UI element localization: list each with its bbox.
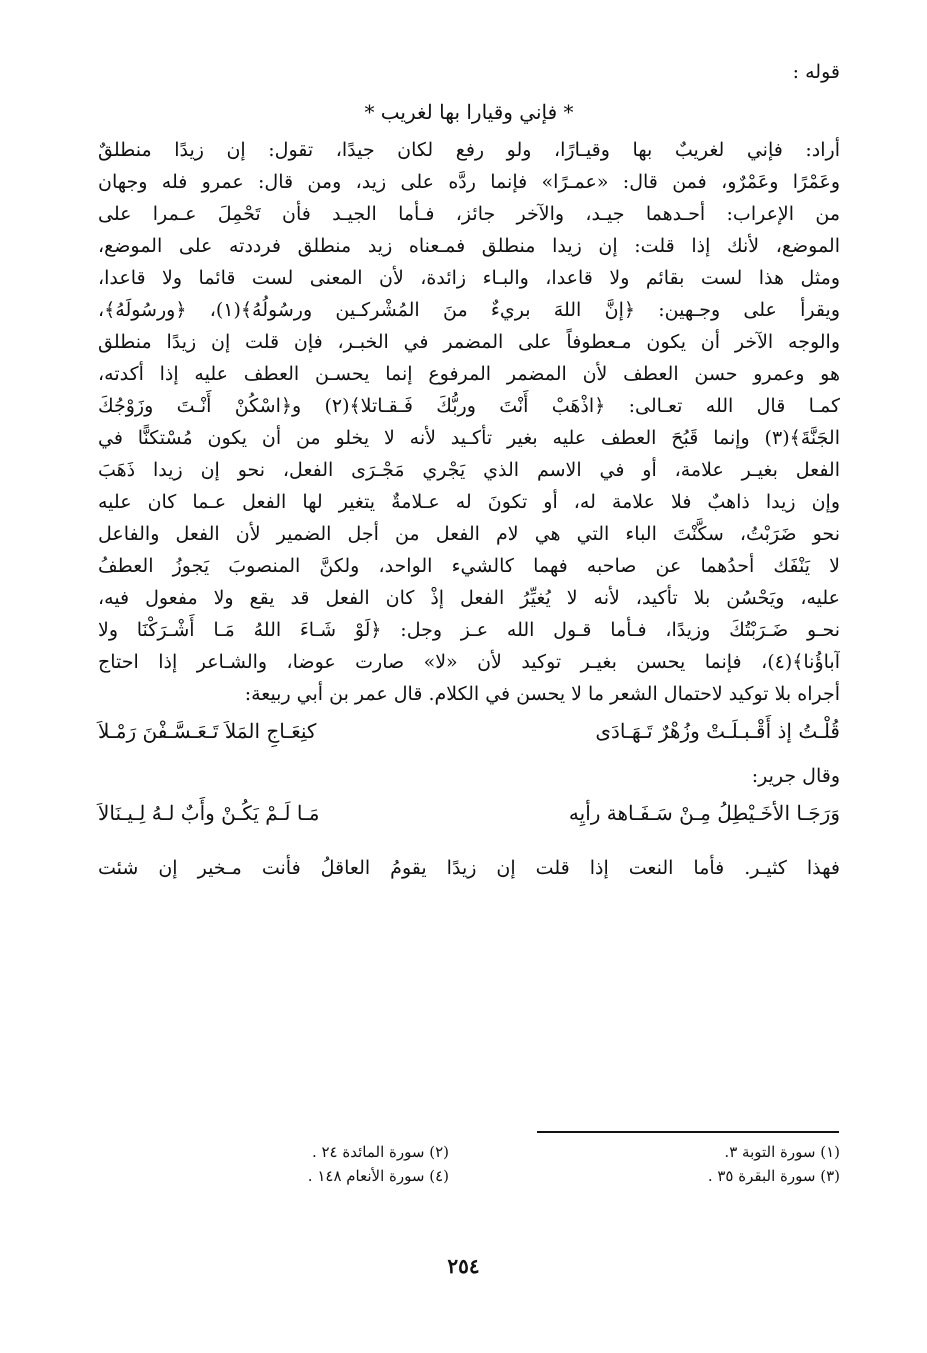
poem-first-hemistich: قُلْـتُ إذ أَقْـبـلَـتْ وزُهْرٌ تَـهَـادَى <box>595 719 840 743</box>
intro-label: قوله : <box>792 61 840 83</box>
text-line: آباؤُنا﴾(٤)، فإنما يحسن بغيـر توكيد لأن «لا» صارت عوضا، والشـاعر إذا احتاج <box>98 651 840 673</box>
poem-verse-2 <box>98 796 840 830</box>
page-number: ٢٥٤ <box>447 1254 480 1278</box>
footnote-3: (٣) سورة البقرة ٣٥ . <box>707 1167 840 1185</box>
poem-verse-1 <box>98 714 840 748</box>
text-line: الموضع، لأنك إذا قلت: إن زيدا منطلق فمـعناه زيد منطلق فرددته على الموضع، <box>98 235 840 257</box>
text-line: نحو ضَرَبْتُ، سكَّنْتَ الباء التي هي لام الفعل من أجل الضمير لأن الفعل والفاعل <box>98 523 840 545</box>
page-body <box>98 58 840 884</box>
text-line: من الإعراب: أحـدهما جيـد، والآخر جائز، فـأما الجيـد فأن تَحْمِلَ عـمرا على <box>98 203 840 225</box>
verse-title: * فإني وقيارا بها لغريب * <box>364 100 574 124</box>
footnote-1: (١) سورة التوبة ٣. <box>724 1143 840 1161</box>
poem-second-hemistich: مَـا لَـمْ يَكُـنْ وأَبٌ لـهُ لِـيـنَالاَ <box>98 801 320 825</box>
text-line: أراد: فإني لغريبٌ بها وقيـارًا، ولو رفع لكان جيدًا، تقول: إن زيدًا منطلقٌ <box>98 139 840 161</box>
text-line: وعَمْرًا وعَمْرٌو، فمن قال: «عمـرًا» فإنما ردَّه على زيد، ومن قال: عمرو فله وجهان <box>98 171 840 193</box>
poem-second-hemistich: كنِعَـاجِ المَلاَ تَـعَـسَّـفْنَ رَمْـلاَ <box>98 719 317 743</box>
poem-first-hemistich: وَرَجَـا الأخَـيْطِلُ مِـنْ سَـفَـاهة رأيِه <box>568 801 840 825</box>
footnote-2: (٢) سورة المائدة ٢٤ . <box>311 1143 449 1161</box>
text-line: وإن زيدا ذاهبٌ فلا علامة له، أو تكونَ له عـلامةٌ يتغير لها الفعل عـما كان عليه <box>98 491 840 513</box>
text-line: فهذا كثيـر. فأما النعت إذا قلت إن زيدًا يقومُ العاقلُ فأنت مـخير إن شئت <box>98 857 840 879</box>
text-line: لا يَنْفَك أحدُهما عن صاحبه فهما كالشيء الواحد، ولكنَّ المنصوبَ يَجوزُ العطفُ <box>98 555 840 577</box>
footnotes <box>98 1140 840 1188</box>
text-line: والوجه الآخر أن يكون مـعطوفاً على المضمر في الخبـر، فإن قلت إن زيدًا منطلق <box>98 331 840 353</box>
footnote-4: (٤) سورة الأنعام ١٤٨ . <box>307 1167 449 1185</box>
text-line: الجَنَّةَ﴾(٣) وإنما قَبُحَ العطف عليه بغير تأكـيد لأنه لا يخلو من أن يكون مُسْتكنًّا في <box>98 427 840 449</box>
text-line: ويقرأ على وجـهين: ﴿إنَّ اللهَ بريءٌ منَ المُشْركـين ورسُولُهُ﴾(١)، ﴿ورسُولَهُ﴾، <box>98 299 840 321</box>
footnote-divider <box>537 1131 839 1133</box>
text-line: أجراه بلا توكيد لاحتمال الشعر ما لا يحسن في الكلام. قال عمر بن أبي ربيعة: <box>244 683 840 705</box>
text-line: هو وعمرو حسن العطف لأن المضمر المرفوع إنما يحسـن العطف عليه إذا أكدته، <box>98 363 840 385</box>
text-line: كمـا قال الله تعـالى: ﴿اذْهَبْ أَنْتَ وربُّكَ فَـقـاتلا﴾(٢) و﴿اسْكُنْ أَنْـتَ وزَوْجُكَ <box>98 395 840 417</box>
text-line: عليه، ويَحْسُن بلا تأكيد، لأنه لا يُغيِّرُ الفعل إذْ كان الفعل قد يقع ولا مفعول فيه، <box>98 587 840 609</box>
text-line: نحـو ضَـرَبْتُكَ وزيدًا، فـأما قـول الله عـز وجل: ﴿لَوْ شَـاءَ اللهُ مَـا أَشْـرَكْنَا ولا <box>98 619 840 641</box>
poem-intro: وقال جرير: <box>751 765 840 787</box>
text-line: الفعل بغيـر علامة، أو في الاسم الذي يَجْري مَجْـرَى الفعل، نحو إن زيدا ذَهَبَ <box>98 459 840 481</box>
text-line: ومثل هذا لست بقائم ولا قاعدا، والبـاء زائدة، لأن المعنى لست قائما ولا قاعدا، <box>98 267 840 289</box>
